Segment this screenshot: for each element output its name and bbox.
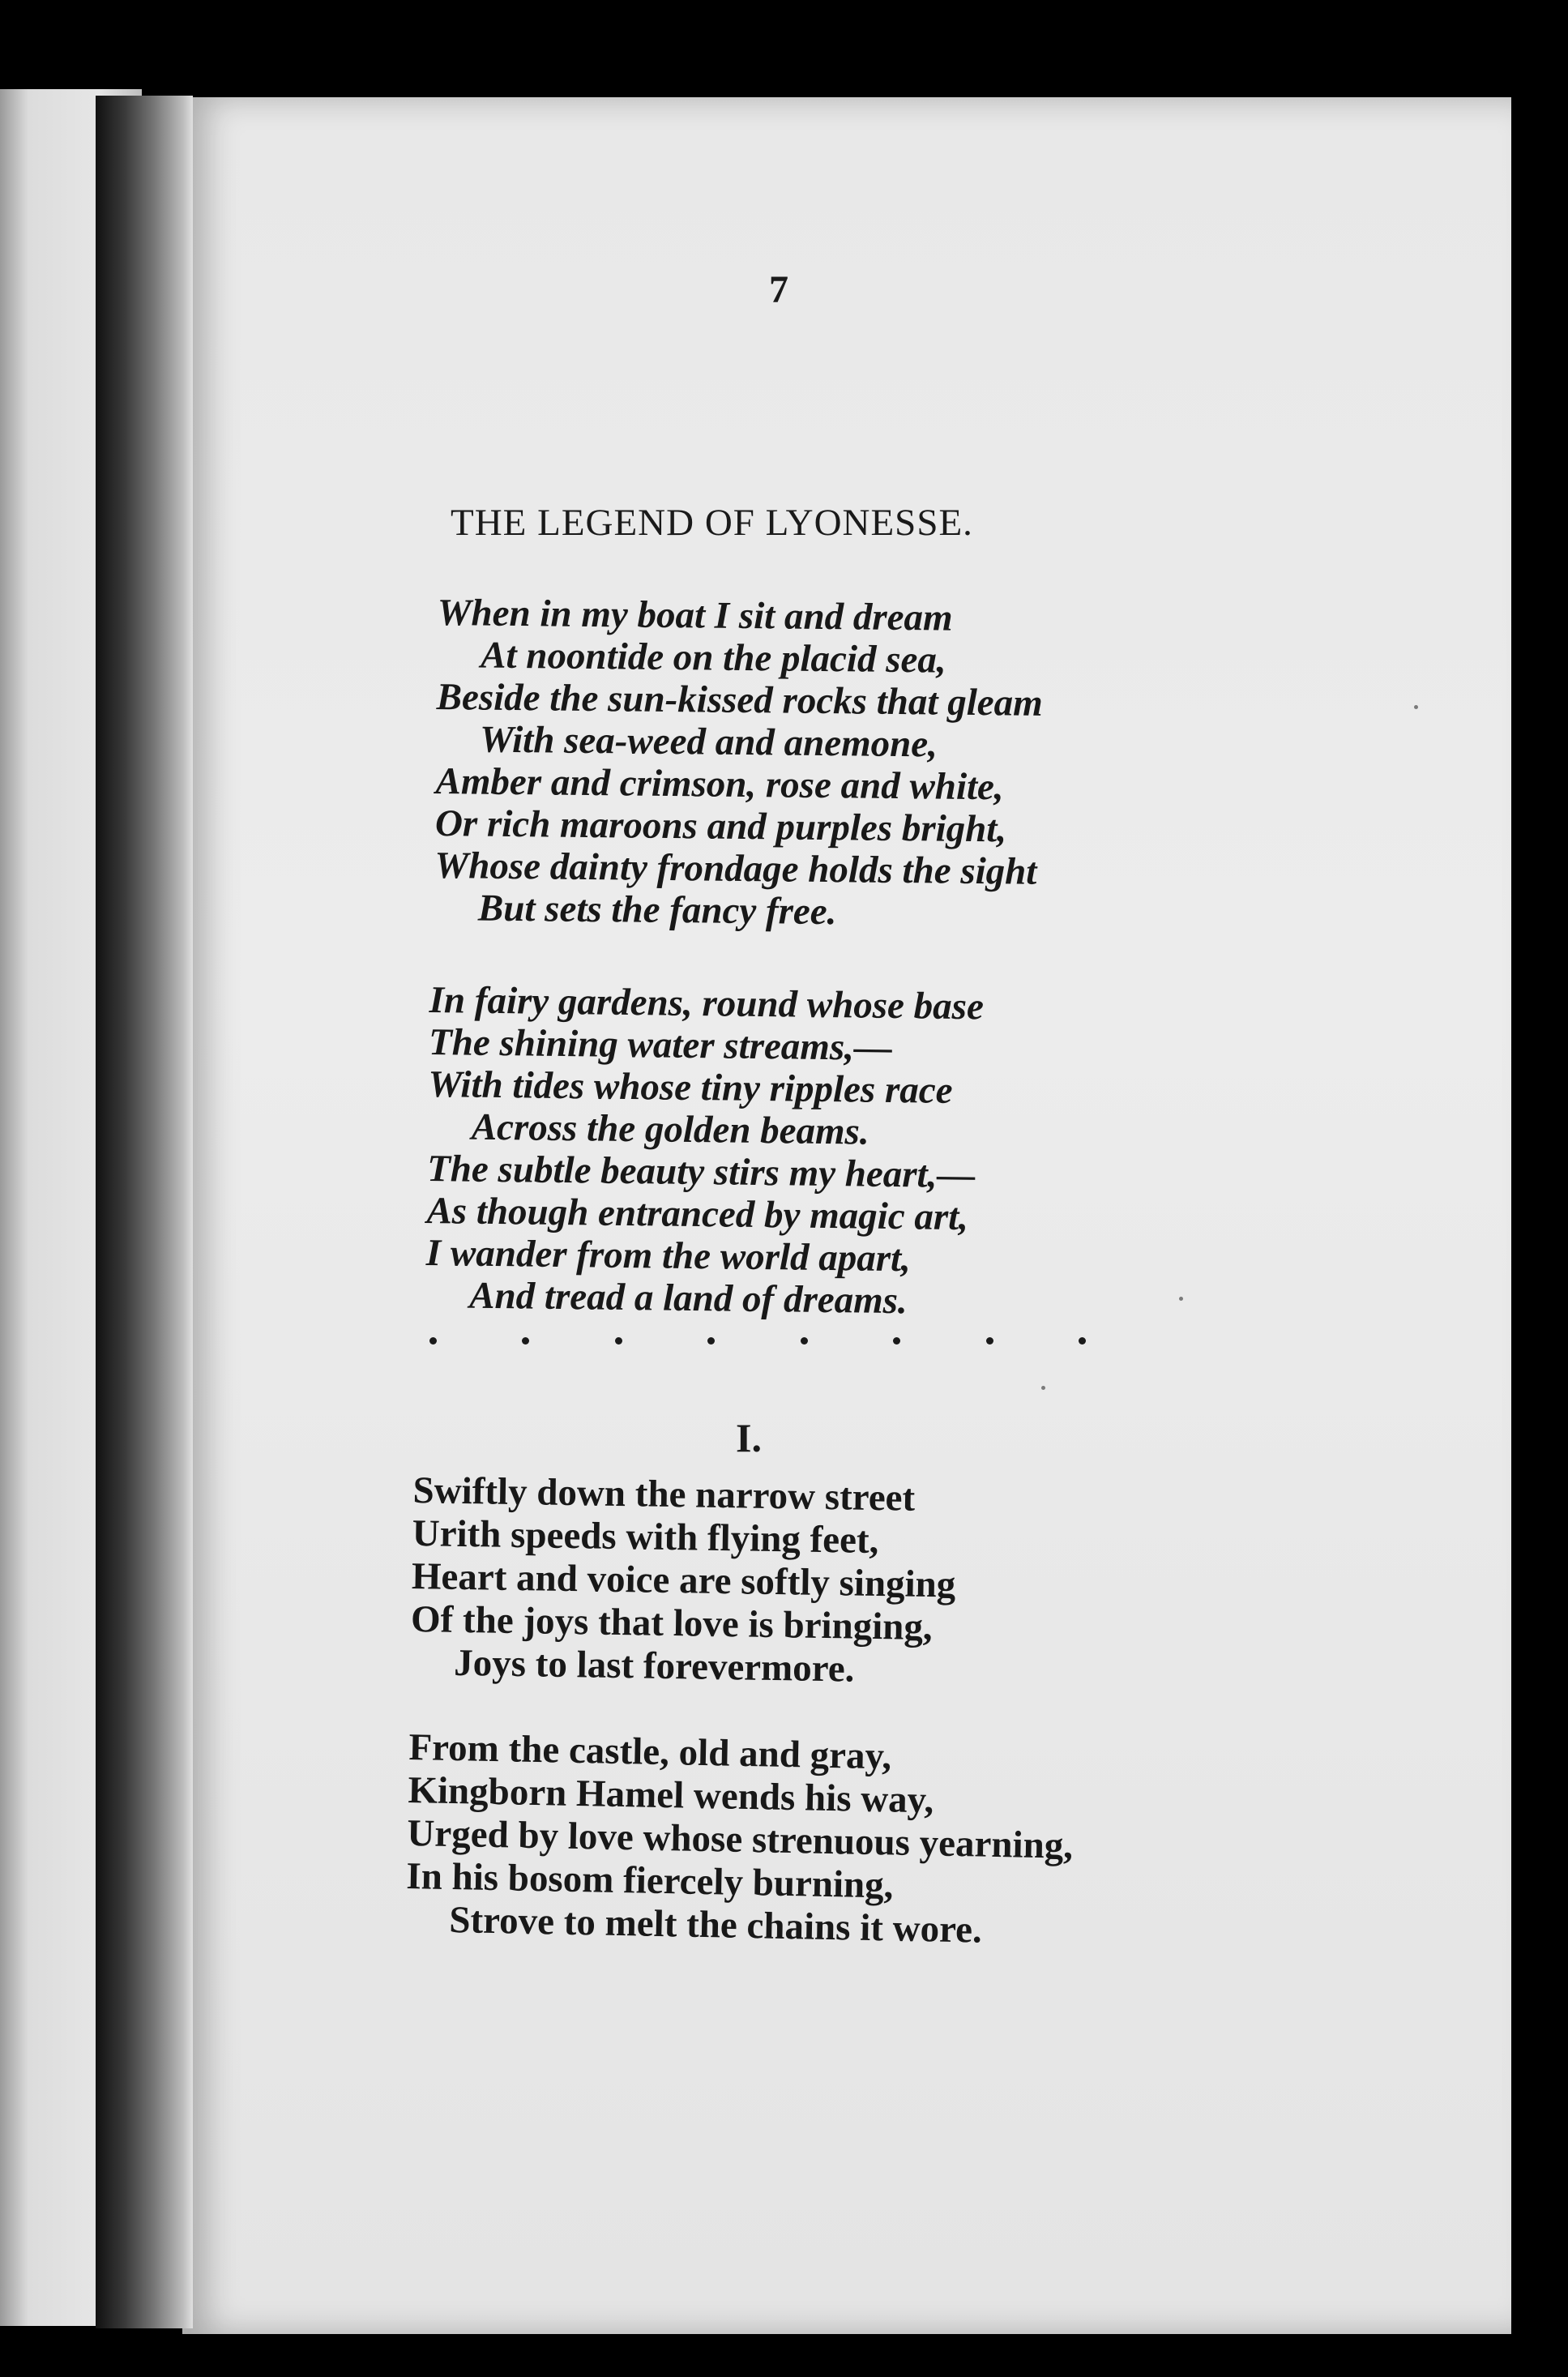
- scan-speck: [1179, 1297, 1183, 1301]
- verse-line: But sets the fancy free.: [477, 887, 837, 934]
- verse-line: From the castle, old and gray,: [408, 1726, 892, 1778]
- separator-dot: [986, 1337, 993, 1345]
- separator-dot: [893, 1337, 900, 1345]
- verse-line: Joys to last forevermore.: [453, 1641, 855, 1691]
- scan-speck: [1041, 1386, 1045, 1390]
- verse-line: With sea-weed and anemone,: [479, 718, 938, 766]
- verse-line: I wander from the world apart,: [425, 1231, 912, 1280]
- verse-line: Urith speeds with flying feet,: [412, 1511, 879, 1563]
- verse-line: Across the golden beams.: [471, 1105, 869, 1153]
- verse-line: Heart and voice are softly singing: [411, 1554, 956, 1606]
- verse-line: Of the joys that love is bringing,: [410, 1597, 934, 1649]
- verse-line: At noontide on the placid sea,: [480, 634, 946, 682]
- page-number: 7: [769, 268, 788, 311]
- verse-line: In fairy gardens, round whose base: [429, 979, 985, 1028]
- scan-speck: [1414, 705, 1418, 709]
- verse-line: As though entranced by magic art,: [426, 1189, 969, 1239]
- verse-line: Urged by love whose strenuous yearning,: [406, 1811, 1074, 1867]
- separator-dot: [615, 1337, 622, 1345]
- stanza-4: [405, 1726, 1075, 1954]
- verse-line: The shining water streams,—: [428, 1020, 893, 1069]
- stanza-2: [425, 979, 984, 1323]
- dot-separator: [429, 1337, 1086, 1345]
- verse-line: And tread a land of dreams.: [468, 1274, 908, 1323]
- stanza-3: [410, 1469, 958, 1693]
- separator-dot: [707, 1337, 715, 1345]
- verse-line: Kingborn Hamel wends his way,: [407, 1768, 934, 1822]
- stanza-1: [434, 592, 1044, 935]
- separator-dot: [1079, 1337, 1086, 1345]
- separator-dot: [522, 1337, 529, 1345]
- verse-line: Swiftly down the narrow street: [412, 1469, 916, 1520]
- verse-line: With tides whose tiny ripples race: [428, 1062, 953, 1112]
- verse-line: The subtle beauty stirs my heart,—: [426, 1147, 976, 1197]
- book-gutter-shadow: [96, 96, 193, 2328]
- poem-title: THE LEGEND OF LYONESSE.: [451, 502, 973, 544]
- verse-line: Strove to melt the chains it wore.: [448, 1898, 983, 1952]
- section-number: I.: [736, 1415, 762, 1460]
- separator-dot: [801, 1337, 808, 1345]
- verse-line: Whose dainty frondage holds the sight: [434, 844, 1037, 893]
- verse-line: When in my boat I sit and dream: [437, 592, 953, 639]
- verse-line: Amber and crimson, rose and white,: [435, 759, 1004, 809]
- separator-dot: [429, 1337, 437, 1345]
- verse-line: Or rich maroons and purples bright,: [434, 802, 1007, 851]
- verse-line: In his bosom fiercely burning,: [405, 1854, 894, 1907]
- verse-line: Beside the sun-kissed rocks that gleam: [436, 675, 1043, 725]
